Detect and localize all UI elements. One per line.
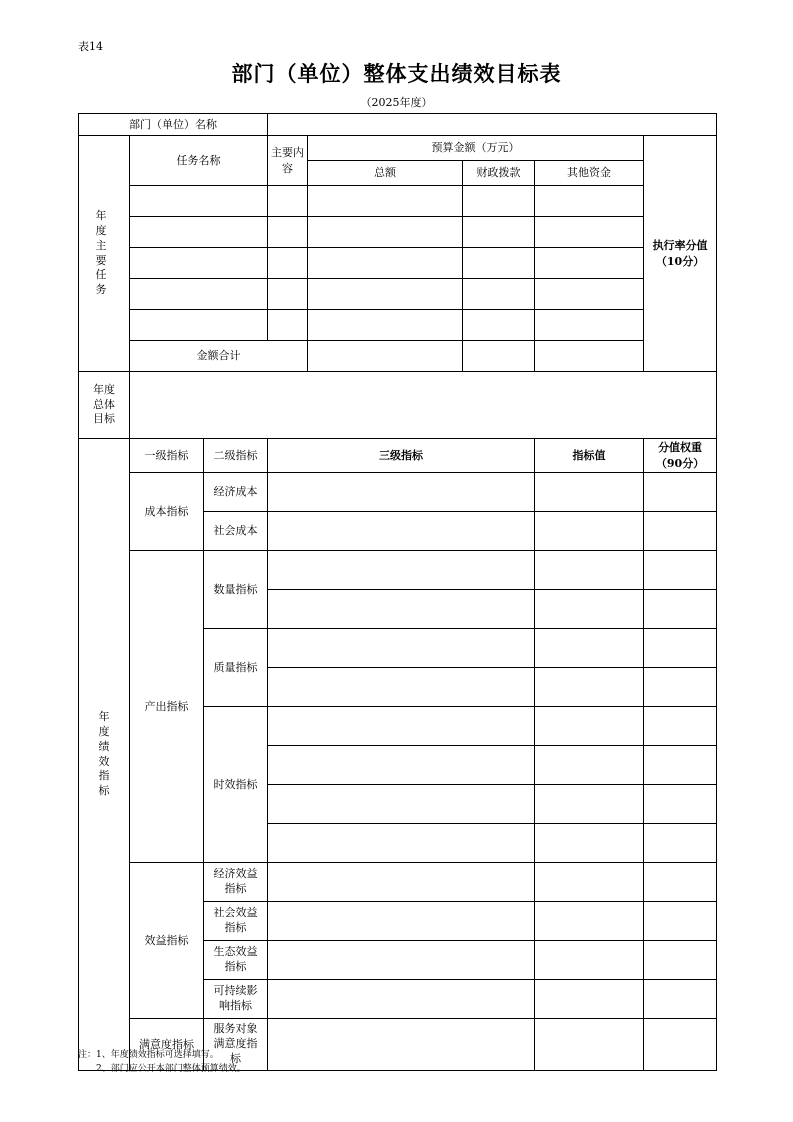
value-cell[interactable] — [535, 551, 644, 590]
quantity-indicator-label: 数量指标 — [204, 551, 268, 629]
level1-header: 一级指标 — [130, 439, 204, 473]
value-cell[interactable] — [535, 902, 644, 941]
level2-header: 二级指标 — [204, 439, 268, 473]
weight-cell[interactable] — [644, 551, 717, 590]
level3-cell[interactable] — [268, 941, 535, 980]
total-header: 总额 — [308, 161, 463, 186]
level3-header: 三级指标 — [268, 439, 535, 473]
task-content-cell[interactable] — [268, 310, 308, 341]
weight-cell[interactable] — [644, 824, 717, 863]
output-indicator-label: 产出指标 — [130, 551, 204, 863]
task-other-cell[interactable] — [535, 248, 644, 279]
task-other-cell[interactable] — [535, 217, 644, 248]
task-row — [79, 279, 717, 310]
dept-name-label: 部门（单位）名称 — [79, 114, 268, 136]
value-cell[interactable] — [535, 941, 644, 980]
weight-header: 分值权重 （90分） — [644, 439, 717, 473]
task-row — [79, 310, 717, 341]
weight-cell[interactable] — [644, 629, 717, 668]
level3-cell[interactable] — [268, 551, 535, 590]
weight-cell[interactable] — [644, 1019, 717, 1071]
task-content-cell[interactable] — [268, 186, 308, 217]
value-cell[interactable] — [535, 1019, 644, 1071]
level3-cell[interactable] — [268, 590, 535, 629]
value-cell[interactable] — [535, 785, 644, 824]
task-content-cell[interactable] — [268, 217, 308, 248]
task-row — [79, 186, 717, 217]
value-header: 指标值 — [535, 439, 644, 473]
service-satisfaction-label: 服务对象满意度指标 — [204, 1019, 268, 1071]
indicator-row — [79, 863, 717, 902]
level3-cell[interactable] — [268, 824, 535, 863]
weight-cell[interactable] — [644, 941, 717, 980]
indicator-header-row — [79, 439, 717, 473]
timeliness-indicator-label: 时效指标 — [204, 707, 268, 863]
eco-benefit-label: 生态效益指标 — [204, 941, 268, 980]
value-cell[interactable] — [535, 473, 644, 512]
weight-cell[interactable] — [644, 512, 717, 551]
annual-goal-row — [79, 372, 717, 439]
task-total-cell[interactable] — [308, 217, 463, 248]
task-fiscal-cell[interactable] — [463, 248, 535, 279]
amount-total-row — [79, 341, 717, 372]
level3-cell[interactable] — [268, 902, 535, 941]
value-cell[interactable] — [535, 668, 644, 707]
task-name-header: 任务名称 — [130, 136, 268, 186]
fiscal-header: 财政拨款 — [463, 161, 535, 186]
cost-indicator-label: 成本指标 — [130, 473, 204, 551]
task-name-cell[interactable] — [130, 186, 268, 217]
value-cell[interactable] — [535, 707, 644, 746]
level3-cell[interactable] — [268, 863, 535, 902]
task-content-cell[interactable] — [268, 248, 308, 279]
weight-cell[interactable] — [644, 668, 717, 707]
level3-cell[interactable] — [268, 785, 535, 824]
economic-benefit-label: 经济效益指标 — [204, 863, 268, 902]
social-cost-label: 社会成本 — [204, 512, 268, 551]
dept-name-input[interactable] — [268, 114, 717, 136]
amount-total-cell[interactable] — [308, 341, 463, 372]
task-header-row-1 — [79, 136, 717, 161]
main-content-header: 主要内容 — [268, 136, 308, 186]
task-content-cell[interactable] — [268, 279, 308, 310]
value-cell[interactable] — [535, 746, 644, 785]
task-fiscal-cell[interactable] — [463, 186, 535, 217]
exec-score-label: 执行率分值 （10分） — [644, 136, 717, 372]
annual-goal-input[interactable] — [130, 372, 717, 439]
task-name-cell[interactable] — [130, 279, 268, 310]
value-cell[interactable] — [535, 980, 644, 1019]
task-name-cell[interactable] — [130, 248, 268, 279]
task-fiscal-cell[interactable] — [463, 217, 535, 248]
task-row — [79, 248, 717, 279]
task-fiscal-cell[interactable] — [463, 279, 535, 310]
level3-cell[interactable] — [268, 512, 535, 551]
performance-target-table — [78, 113, 717, 1071]
page-label: 表14 — [78, 40, 103, 53]
benefit-indicator-label: 效益指标 — [130, 863, 204, 1019]
task-total-cell[interactable] — [308, 310, 463, 341]
task-total-cell[interactable] — [308, 248, 463, 279]
value-cell[interactable] — [535, 629, 644, 668]
level3-cell[interactable] — [268, 746, 535, 785]
amount-fiscal-cell[interactable] — [463, 341, 535, 372]
weight-cell[interactable] — [644, 863, 717, 902]
weight-cell[interactable] — [644, 980, 717, 1019]
dept-name-row — [79, 114, 717, 136]
level3-cell[interactable] — [268, 1019, 535, 1071]
task-other-cell[interactable] — [535, 279, 644, 310]
sustainable-label: 可持续影响指标 — [204, 980, 268, 1019]
value-cell[interactable] — [535, 824, 644, 863]
level3-cell[interactable] — [268, 473, 535, 512]
indicators-section-label: 年 度 绩 效 指 标 — [79, 439, 130, 1071]
level3-cell[interactable] — [268, 707, 535, 746]
annual-goal-label: 年度总体目标 — [79, 372, 130, 439]
indicator-row — [79, 551, 717, 590]
task-total-cell[interactable] — [308, 186, 463, 217]
level3-cell[interactable] — [268, 629, 535, 668]
indicator-row — [79, 473, 717, 512]
task-name-cell[interactable] — [130, 310, 268, 341]
page-title: 部门（单位）整体支出绩效目标表 — [231, 62, 562, 86]
task-fiscal-cell[interactable] — [463, 310, 535, 341]
level3-cell[interactable] — [268, 668, 535, 707]
amount-total-label: 金额合计 — [130, 341, 308, 372]
task-name-cell[interactable] — [130, 217, 268, 248]
weight-cell[interactable] — [644, 590, 717, 629]
tasks-section-label: 年 度 主 要 任 务 — [79, 136, 130, 372]
value-cell[interactable] — [535, 512, 644, 551]
note-2: 2、部门应公开本部门整体预算绩效。 — [96, 1064, 246, 1074]
weight-cell[interactable] — [644, 746, 717, 785]
economic-cost-label: 经济成本 — [204, 473, 268, 512]
page-subtitle: （2025年度） — [360, 96, 433, 109]
task-other-cell[interactable] — [535, 310, 644, 341]
task-other-cell[interactable] — [535, 186, 644, 217]
note-1: 注：1、年度绩效指标可选择填写。 — [78, 1050, 219, 1060]
weight-cell[interactable] — [644, 473, 717, 512]
task-row — [79, 217, 717, 248]
budget-header: 预算金额（万元） — [308, 136, 644, 161]
social-benefit-label: 社会效益指标 — [204, 902, 268, 941]
quality-indicator-label: 质量指标 — [204, 629, 268, 707]
value-cell[interactable] — [535, 863, 644, 902]
satisfaction-indicator-label: 满意度指标 — [130, 1019, 204, 1071]
task-total-cell[interactable] — [308, 279, 463, 310]
other-header: 其他资金 — [535, 161, 644, 186]
weight-cell[interactable] — [644, 707, 717, 746]
weight-cell[interactable] — [644, 785, 717, 824]
weight-cell[interactable] — [644, 902, 717, 941]
level3-cell[interactable] — [268, 980, 535, 1019]
amount-other-cell[interactable] — [535, 341, 644, 372]
value-cell[interactable] — [535, 590, 644, 629]
notes — [78, 1048, 246, 1076]
